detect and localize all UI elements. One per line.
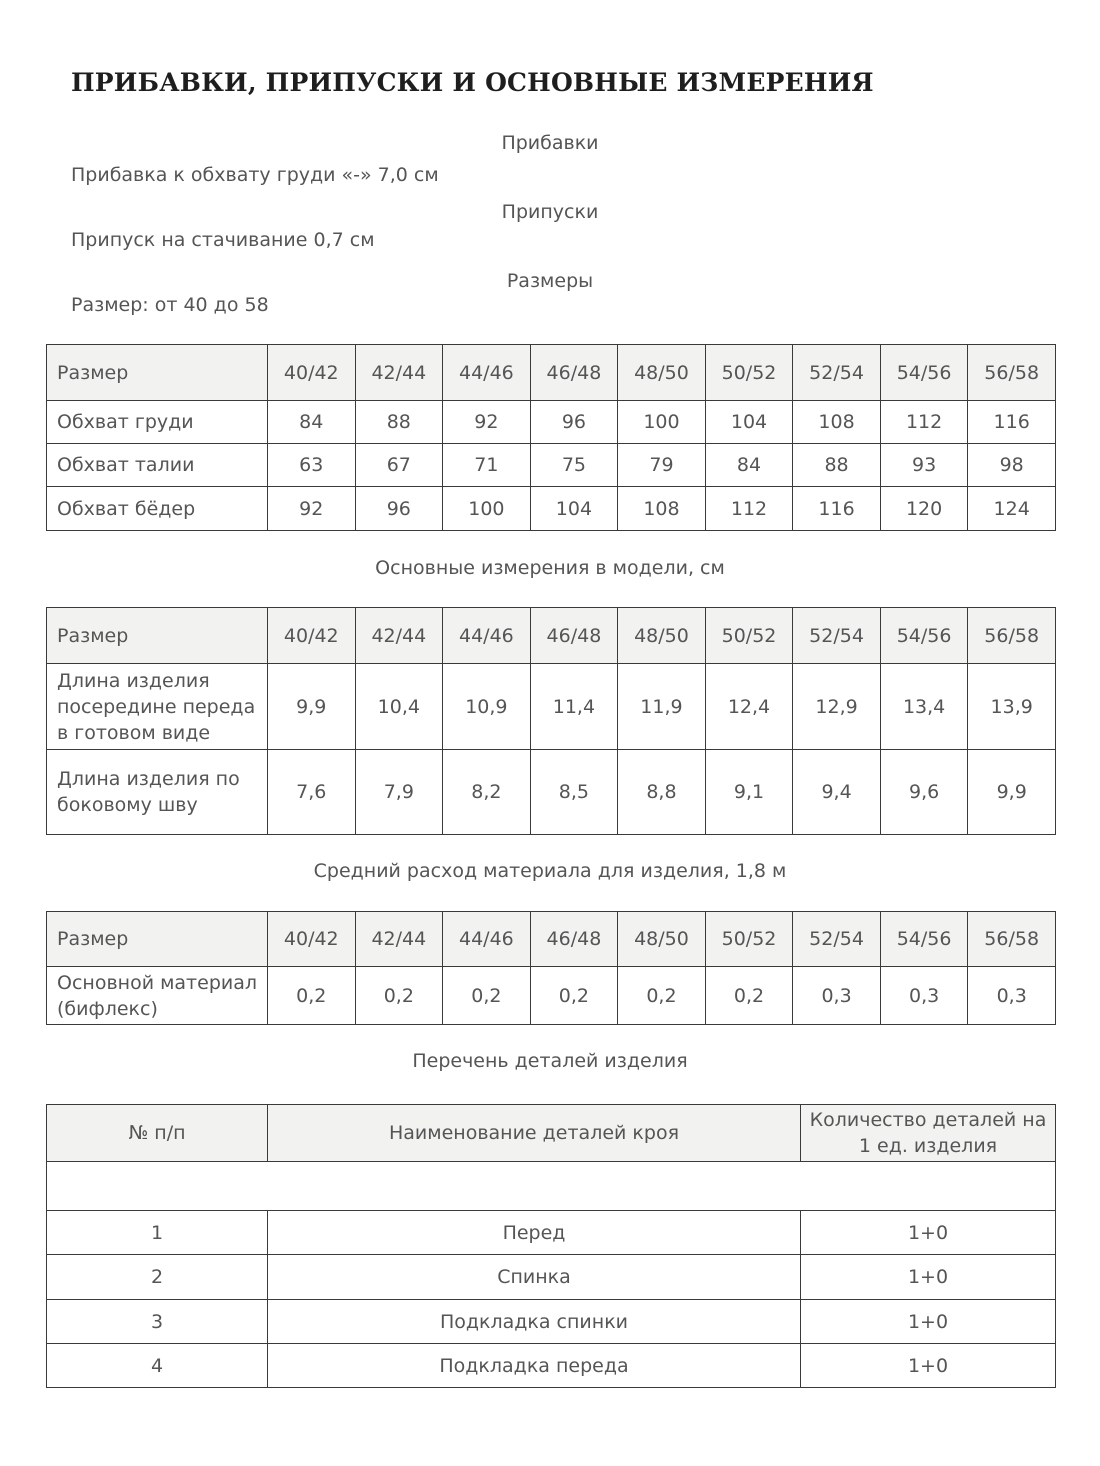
table-cell: 12,4	[705, 664, 793, 750]
table-cell: 7,9	[355, 750, 443, 835]
empty-row	[47, 1162, 1056, 1211]
table-cell: 3	[47, 1300, 268, 1344]
table-row	[47, 1300, 1056, 1344]
table-cell: 10,4	[355, 664, 443, 750]
header-cell: 46/48	[530, 345, 618, 401]
table-header-row	[47, 608, 1056, 664]
table-cell: 116	[793, 487, 881, 531]
sizes-text: Размер: от 40 до 58	[71, 294, 269, 316]
table-row	[47, 664, 1056, 750]
header-cell: 40/42	[268, 345, 356, 401]
empty-cell	[47, 1162, 1056, 1211]
table-cell: 63	[268, 444, 356, 487]
header-cell: 48/50	[618, 912, 706, 967]
table-cell: 10,9	[443, 664, 531, 750]
header-cell: 44/46	[443, 345, 531, 401]
seam-text: Припуск на стачивание 0,7 см	[71, 229, 375, 251]
table-cell: 1+0	[801, 1344, 1056, 1388]
header-cell: 48/50	[618, 608, 706, 664]
table-cell: 67	[355, 444, 443, 487]
table-cell: 0,2	[530, 967, 618, 1025]
table-cell: 9,6	[880, 750, 968, 835]
table-header-row	[47, 345, 1056, 401]
page-title: ПРИБАВКИ, ПРИПУСКИ И ОСНОВНЫЕ ИЗМЕРЕНИЯ	[71, 68, 874, 97]
header-cell: Размер	[47, 608, 268, 664]
header-cell: 40/42	[268, 912, 356, 967]
table-cell: Подкладка переда	[268, 1344, 801, 1388]
table-cell: 8,8	[618, 750, 706, 835]
header-cell: Размер	[47, 345, 268, 401]
header-cell: 46/48	[530, 912, 618, 967]
measurements-table	[46, 607, 1056, 835]
table-cell: 9,9	[968, 750, 1056, 835]
row-label: Обхват груди	[47, 401, 268, 444]
sizes-heading: Размеры	[506, 270, 594, 292]
table-cell: 8,5	[530, 750, 618, 835]
header-cell: № п/п	[47, 1105, 268, 1162]
header-cell: 54/56	[880, 608, 968, 664]
table-cell: Подкладка спинки	[268, 1300, 801, 1344]
table-cell: 9,1	[705, 750, 793, 835]
table-cell: 12,9	[793, 664, 881, 750]
header-cell: 54/56	[880, 912, 968, 967]
header-cell: 50/52	[705, 608, 793, 664]
table-row	[47, 401, 1056, 444]
row-label: Обхват бёдер	[47, 487, 268, 531]
table-cell: 0,2	[355, 967, 443, 1025]
row-label: Длина изделия по боковому шву	[47, 750, 268, 835]
table-cell: 92	[443, 401, 531, 444]
table-cell: 0,3	[793, 967, 881, 1025]
table-cell: 112	[880, 401, 968, 444]
header-cell: 52/54	[793, 912, 881, 967]
table-cell: 104	[530, 487, 618, 531]
table-cell: 108	[793, 401, 881, 444]
table-cell: 1+0	[801, 1211, 1056, 1255]
header-cell: 44/46	[443, 608, 531, 664]
table-cell: 96	[355, 487, 443, 531]
table-cell: 2	[47, 1255, 268, 1300]
header-cell: 48/50	[618, 345, 706, 401]
table-cell: 93	[880, 444, 968, 487]
table-cell: 88	[355, 401, 443, 444]
table-cell: 1+0	[801, 1255, 1056, 1300]
header-cell: 42/44	[355, 912, 443, 967]
table-cell: 116	[968, 401, 1056, 444]
table-cell: 4	[47, 1344, 268, 1388]
measurements-heading: Основные измерения в модели, см	[375, 557, 725, 579]
table-row	[47, 1211, 1056, 1255]
table-row	[47, 1255, 1056, 1300]
parts-heading: Перечень деталей изделия	[412, 1050, 688, 1072]
table-row	[47, 750, 1056, 835]
table-cell: 88	[793, 444, 881, 487]
header-cell: 52/54	[793, 608, 881, 664]
table-cell: 0,3	[880, 967, 968, 1025]
table-cell: 11,4	[530, 664, 618, 750]
table-row	[47, 487, 1056, 531]
header-cell: Количество деталей на 1 ед. изделия	[801, 1105, 1056, 1162]
table-row	[47, 1344, 1056, 1388]
table-cell: 100	[443, 487, 531, 531]
table-cell: 84	[705, 444, 793, 487]
header-cell: Наименование деталей кроя	[268, 1105, 801, 1162]
table-cell: 108	[618, 487, 706, 531]
table-cell: 1	[47, 1211, 268, 1255]
header-cell: 42/44	[355, 608, 443, 664]
table-cell: 120	[880, 487, 968, 531]
table-cell: 96	[530, 401, 618, 444]
sizes-table	[46, 344, 1056, 531]
table-cell: 124	[968, 487, 1056, 531]
table-cell: 0,2	[443, 967, 531, 1025]
table-cell: Перед	[268, 1211, 801, 1255]
table-cell: 13,4	[880, 664, 968, 750]
table-header-row	[47, 912, 1056, 967]
header-cell: 54/56	[880, 345, 968, 401]
table-cell: 8,2	[443, 750, 531, 835]
header-cell: 50/52	[705, 912, 793, 967]
table-cell: 0,2	[618, 967, 706, 1025]
table-cell: 112	[705, 487, 793, 531]
header-cell: 44/46	[443, 912, 531, 967]
table-cell: 75	[530, 444, 618, 487]
header-cell: 52/54	[793, 345, 881, 401]
table-cell: 13,9	[968, 664, 1056, 750]
table-cell: 79	[618, 444, 706, 487]
table-cell: 11,9	[618, 664, 706, 750]
header-cell: 46/48	[530, 608, 618, 664]
table-cell: 0,2	[705, 967, 793, 1025]
material-heading: Средний расход материала для изделия, 1,8 м	[313, 860, 787, 882]
table-row	[47, 444, 1056, 487]
table-cell: 98	[968, 444, 1056, 487]
header-cell: 56/58	[968, 608, 1056, 664]
parts-table	[46, 1104, 1056, 1388]
allowances-heading: Прибавки	[501, 132, 599, 154]
header-cell: 42/44	[355, 345, 443, 401]
allowances-text: Прибавка к обхвату груди «-» 7,0 см	[71, 164, 439, 186]
row-label: Обхват талии	[47, 444, 268, 487]
table-cell: 1+0	[801, 1300, 1056, 1344]
table-cell: 9,9	[268, 664, 356, 750]
table-cell: 100	[618, 401, 706, 444]
row-label: Основной материал (бифлекс)	[47, 967, 268, 1025]
table-cell: 84	[268, 401, 356, 444]
row-label: Длина изделия посередине переда в готовом виде	[47, 664, 268, 750]
table-cell: 0,2	[268, 967, 356, 1025]
header-cell: Размер	[47, 912, 268, 967]
table-cell: 104	[705, 401, 793, 444]
table-cell: 0,3	[968, 967, 1056, 1025]
table-cell: 9,4	[793, 750, 881, 835]
table-cell: Спинка	[268, 1255, 801, 1300]
material-table	[46, 911, 1056, 1025]
header-cell: 40/42	[268, 608, 356, 664]
table-header-row	[47, 1105, 1056, 1162]
header-cell: 50/52	[705, 345, 793, 401]
table-cell: 71	[443, 444, 531, 487]
table-cell: 7,6	[268, 750, 356, 835]
header-cell: 56/58	[968, 912, 1056, 967]
table-row	[47, 967, 1056, 1025]
seam-heading: Припуски	[501, 201, 599, 223]
table-cell: 92	[268, 487, 356, 531]
header-cell: 56/58	[968, 345, 1056, 401]
